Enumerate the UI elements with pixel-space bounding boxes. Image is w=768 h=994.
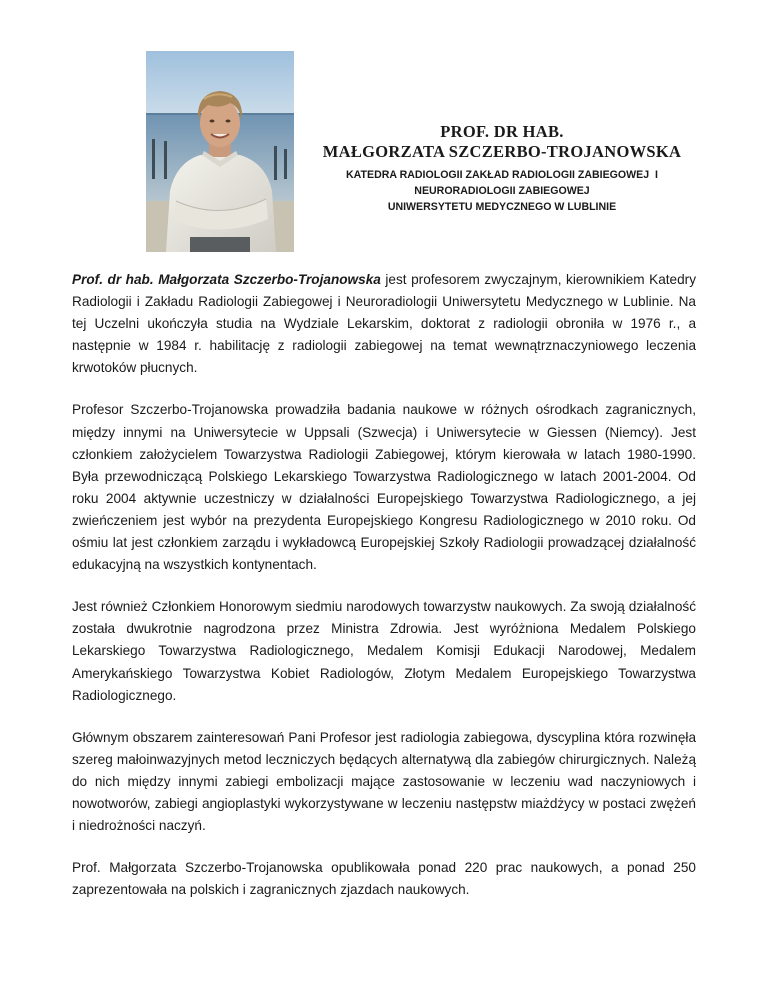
portrait-photo [146,51,294,252]
dept-line-1: KATEDRA RADIOLOGII ZAKŁAD RADIOLOGII ZABIEGOWEJ I [346,169,658,181]
dept-line-3: UNIWERSYTETU MEDYCZNEGO W LUBLINIE [387,201,617,213]
paragraph-1-text: jest profesorem zwyczajnym, kierownikiem Katedry Radiologii i Zakładu Radiologii Zabiegowej i Neuroradiologii Uniwersytetu Medycznego w Lublinie. Na tej Uczelni ukończyła studia na Wydziale Lekarskim, doktorat z radiologii obroniła w 1976 r., a następnie w 1984 r. habilitację z radiologii zabiegowej na temat wewnątrznaczyniowego leczenia krwotoków płucnych. [72,272,697,376]
paragraph-2: Profesor Szczerbo-Trojanowska prowadziła badania naukowe w różnych ośrodkach zagranicznych, między innymi na Uniwersytecie w Uppsali (Szwecja) i Uniwersytecie w Giessen (Niemcy). Jest członkiem założycielem Towarzystwa Radiologii Zabiegowej, którym kierowała w latach 1980-1990. Była przewodniczącą Polskiego Lekarskiego Towarzystwa Radiologicznego w latach 2001-2004. Od roku 2004 aktywnie uczestniczy w działalności Europejskiego Towarzystwa Radiologicznego, a jej zwieńczeniem jest wybór na prezydenta Europejskiego Kongresu Radiologicznego w 2010 roku. Od ośmiu lat jest członkiem zarządu i wykładowcą Europejskiej Szkoły Radiologii prowadzącej działalność edukacyjną na wszystkich kontynentach. [72,402,696,573]
paragraph-4: Głównym obszarem zainteresowań Pani Profesor jest radiologia zabiegowa, dyscyplina która rozwinęła szereg małoinwazyjnych metod leczniczych będących alternatywą dla zabiegów chirurgicznych. Należą do nich między innymi zabiegi embolizacji mające zastosowanie w leczeniu wad naczyniowych i nowotworów, zabiegi angioplastyki wykorzystywane w leczeniu następstw miażdżycy w postaci zwężeń i niedrożności naczyń. [72,729,696,834]
paragraph-3: Jest również Członkiem Honorowym siedmiu narodowych towarzystw naukowych. Za swoją działalność została dwukrotnie nagrodzona przez Ministra Zdrowia. Jest wyróżniona Medalem Polskiego Lekarskiego Towarzystwa Radiologicznego, Medalem Komisji Edukacji Narodowej, Medalem Amerykańskiego Towarzystwa Kobiet Radiologów, Złotym Medalem Europejskiego Towarzystwa Radiologicznego. [72,599,696,703]
department-affiliation [296,167,708,215]
paragraph-1 [72,269,696,379]
portrait-illustration [146,51,294,252]
lead-name: Prof. dr hab. Małgorzata Szczerbo-Trojanowska [72,272,381,287]
biography-body [72,269,696,921]
title-name: MAŁGORZATA SZCZERBO-TROJANOWSKA [322,142,682,161]
paragraph-5: Prof. Małgorzata Szczerbo-Trojanowska opublikowała ponad 220 prac naukowych, a ponad 250 zaprezentowała na polskich i zagranicznych zjazdach naukowych. [72,860,696,898]
dept-line-2: NEURORADIOLOGII ZABIEGOWEJ [414,185,590,197]
title-degree: PROF. DR HAB. [440,122,564,141]
document-header [296,122,708,215]
